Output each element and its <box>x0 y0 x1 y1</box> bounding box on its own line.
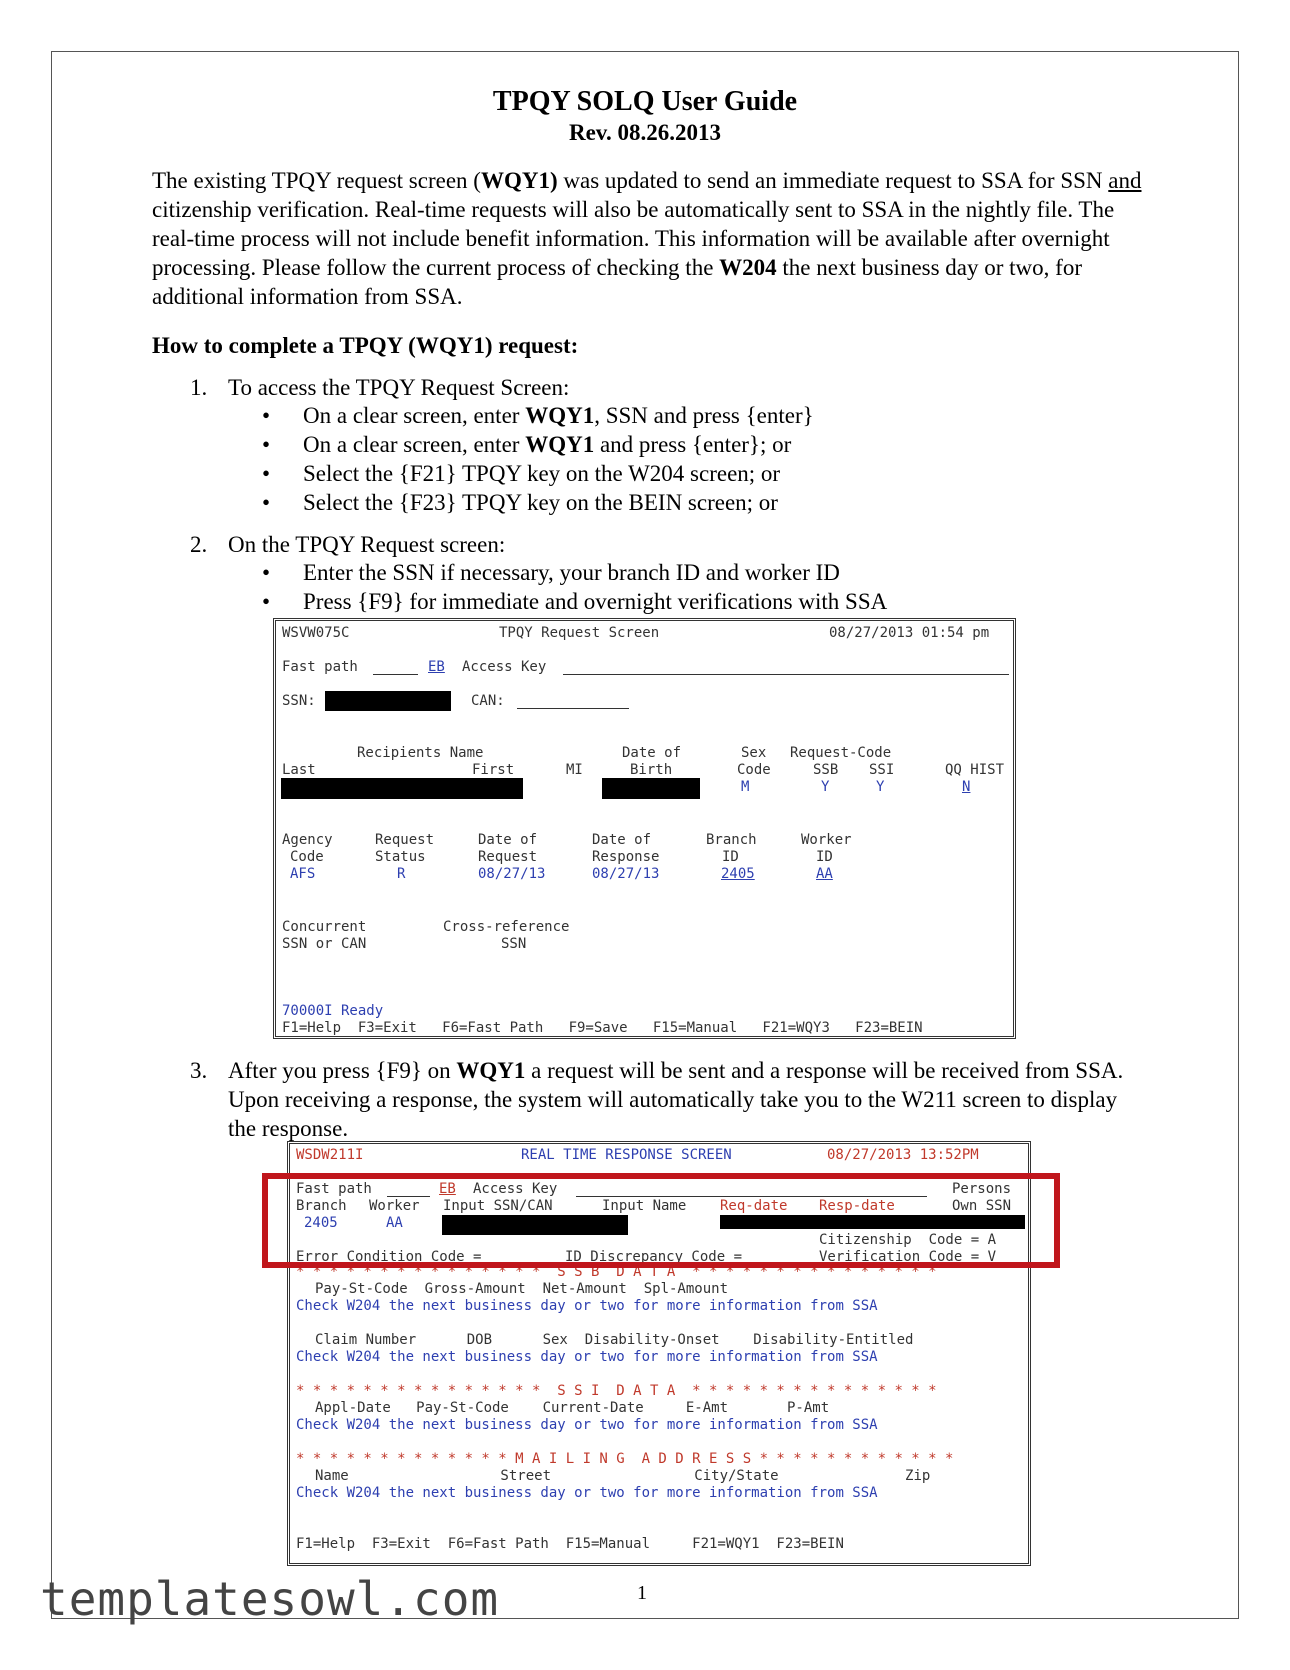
hdr-input-ssn: Input SSN/CAN <box>443 1198 553 1214</box>
request-status-label-2: Status <box>375 849 426 865</box>
ssb-header: Pay-St-Code Gross-Amount Net-Amount Spl-Amount <box>315 1281 729 1297</box>
date-of-request-label: Date of <box>478 832 538 848</box>
hdr-own-ssn: Own SSN <box>952 1198 1012 1214</box>
branch-id-input[interactable]: 2405 <box>721 866 755 882</box>
ssi-value[interactable]: Y <box>876 779 885 795</box>
hdr-input-name: Input Name <box>602 1198 687 1214</box>
fast-path-input[interactable] <box>373 674 418 675</box>
date-of-response-label: Date of <box>592 832 652 848</box>
worker-label: Worker <box>801 832 852 848</box>
qq-hist-value[interactable]: N <box>962 779 971 795</box>
section-heading: How to complete a TPQY (WQY1) request: <box>152 333 579 358</box>
screen-title: REAL TIME RESPONSE SCREEN <box>521 1147 732 1163</box>
date-of-request-label-2: Request <box>478 849 538 865</box>
ssb-value[interactable]: Y <box>821 779 830 795</box>
date-of-response-value: 08/27/13 <box>592 866 660 882</box>
ssi-data-banner: * * * * * * * * * * * * * * * S S I D A T A * * * * * * * * * * * * * * * <box>296 1383 937 1399</box>
access-key-label: Access Key <box>473 1181 558 1197</box>
hdr-resp-date: Resp-date <box>819 1198 895 1214</box>
worker-value: AA <box>386 1215 403 1231</box>
function-keys[interactable]: F1=Help F3=Exit F6=Fast Path F15=Manual F21=WQY1 F23=BEIN <box>296 1536 844 1552</box>
mailing-address-banner: * * * * * * * * * * * * * M A I L I N G A D D R E S S * * * * * * * * * * * * <box>296 1451 954 1467</box>
hdr-qq-hist: QQ HIST <box>945 762 1005 778</box>
access-key-label: Access Key <box>462 659 547 675</box>
concurrent-label: Concurrent <box>282 919 367 935</box>
function-keys[interactable]: F1=Help F3=Exit F6=Fast Path F9=Save F15=Manual F21=WQY3 F23=BEIN <box>282 1020 923 1036</box>
sex-value[interactable]: M <box>741 779 750 795</box>
branch-id-label: ID <box>722 849 739 865</box>
recipient-name-redacted[interactable] <box>281 778 523 799</box>
hdr-recipients-name: Recipients Name <box>357 745 484 761</box>
highlight-box <box>262 1173 1060 1268</box>
claim-header: Claim Number DOB Sex Disability-Onset Disability-Entitled <box>315 1332 914 1348</box>
cross-reference-label-2: SSN <box>501 936 527 952</box>
hdr-date-of: Date of <box>622 745 682 761</box>
hdr-sex: Sex <box>741 745 767 761</box>
ssi-message: Check W204 the next business day or two for more information from SSA <box>296 1417 878 1433</box>
can-label: CAN: <box>471 693 505 709</box>
birth-date-redacted[interactable] <box>602 778 700 799</box>
hdr-code: Code <box>737 762 771 778</box>
hdr-req-date: Req-date <box>720 1198 788 1214</box>
id-discrepancy-code: ID Discrepancy Code = <box>565 1249 743 1265</box>
hdr-ssb: SSB <box>813 762 839 778</box>
tpqy-request-screen <box>273 618 1016 1039</box>
claim-message: Check W204 the next business day or two for more information from SSA <box>296 1349 878 1365</box>
mailing-header: Name Street City/State Zip <box>315 1468 931 1484</box>
ssb-message: Check W204 the next business day or two for more information from SSA <box>296 1298 878 1314</box>
hdr-worker: Worker <box>369 1198 420 1214</box>
request-status-value: R <box>397 866 406 882</box>
agency-code-label: Code <box>290 849 324 865</box>
worker-id-label: ID <box>816 849 833 865</box>
date-of-request-value: 08/27/13 <box>478 866 546 882</box>
document-revision: Rev. 08.26.2013 <box>568 120 722 145</box>
branch-label: Branch <box>706 832 757 848</box>
watermark: templatesowl.com <box>40 1572 500 1626</box>
verification-code: Verification Code = V <box>819 1249 997 1265</box>
error-condition-code: Error Condition Code = <box>296 1249 482 1265</box>
ssi-header: Appl-Date Pay-St-Code Current-Date E-Amt P-Amt <box>315 1400 830 1416</box>
ssn-redacted[interactable] <box>325 691 451 711</box>
can-input[interactable] <box>517 708 629 709</box>
intro-paragraph: The existing TPQY request screen (WQY1) was updated to send an immediate request to SSA for SSN and citizenship verification. Real-time requests will also be automatically sent to SSA in the nightly file. The real-time process will not include benefit information. This information will be available after overnight processing. Please follow the current process of checking the W204 the next business day or two, for additional information from SSA. <box>152 168 1142 309</box>
mailing-message: Check W204 the next business day or two for more information from SSA <box>296 1485 878 1501</box>
persons-label: Persons <box>952 1181 1012 1197</box>
status-message: 70000I Ready <box>282 1003 384 1019</box>
cross-reference-label: Cross-reference <box>443 919 570 935</box>
hdr-last: Last <box>282 762 316 778</box>
step-3-text: After you press {F9} on WQY1 a request will be sent and a response will be received from SSA. Upon receiving a response, the system will automatically take you to the W211 screen to display the response. <box>228 1058 1124 1141</box>
hdr-request-code: Request-Code <box>790 745 892 761</box>
screen-id: WSDW211I <box>296 1147 364 1163</box>
hdr-birth: Birth <box>630 762 673 778</box>
agency-label: Agency <box>282 832 333 848</box>
hdr-first: First <box>472 762 515 778</box>
screen-id: WSVW075C <box>282 625 350 641</box>
agency-code-value: AFS <box>290 866 316 882</box>
screen-datetime: 08/27/2013 01:54 pm <box>829 625 990 641</box>
hdr-mi: MI <box>566 762 583 778</box>
fast-path-value[interactable]: EB <box>428 659 445 675</box>
document-title: TPQY SOLQ User Guide <box>492 86 798 117</box>
ssb-data-banner: * * * * * * * * * * * * * * * S S B D A T A * * * * * * * * * * * * * * * <box>296 1264 937 1280</box>
page-number: 1 <box>637 1582 647 1604</box>
request-status-label: Request <box>375 832 435 848</box>
hdr-ssi: SSI <box>869 762 895 778</box>
access-key-input[interactable] <box>563 674 1009 675</box>
screen-title: TPQY Request Screen <box>499 625 660 641</box>
concurrent-label-2: SSN or CAN <box>282 936 367 952</box>
ssn-label: SSN: <box>282 693 316 709</box>
worker-id-input[interactable]: AA <box>816 866 833 882</box>
citizenship-code: Citizenship Code = A <box>819 1232 997 1248</box>
date-of-response-label-2: Response <box>592 849 660 865</box>
fast-path-label: Fast path <box>296 1181 372 1197</box>
fast-path-label: Fast path <box>282 659 358 675</box>
screen-datetime: 08/27/2013 13:52PM <box>827 1147 979 1163</box>
hdr-branch: Branch <box>296 1198 347 1214</box>
branch-value: 2405 <box>304 1215 338 1231</box>
fast-path-value[interactable]: EB <box>439 1181 456 1197</box>
